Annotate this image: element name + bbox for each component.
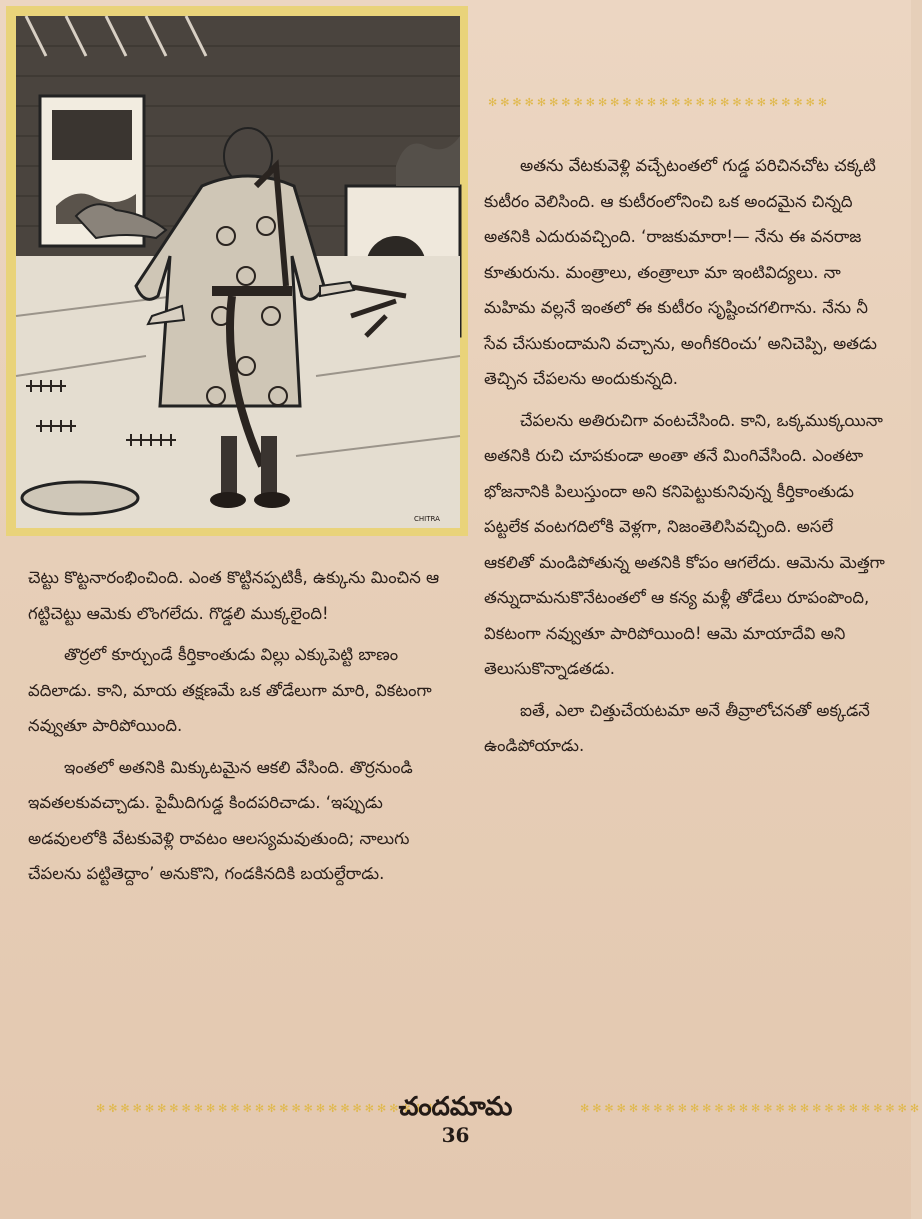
forest-hut-scene-icon (16, 16, 460, 528)
right-text-column (484, 148, 888, 770)
footer-ornament-right: ✻✻✻✻✻✻✻✻✻✻✻✻✻✻✻✻✻✻✻✻✻✻✻✻✻✻✻✻ (580, 1102, 922, 1115)
left-paragraph-3: ఇంతలో అతనికి మిక్కుటమైన ఆకలి వేసింది. తొర్రనుండి ఇవతలకువచ్చాడు. పైమీదిగుడ్డ కిందపరిచాడు. ‘ఇప్పుడు అడవులలోకి వేటకువెళ్లి రావటం ఆలస్యమవుతుంది; నాలుగు చేపలను పట్టితెద్దాం’ అనుకొని, గండకినదికి బయల్దేరాడు. (28, 757, 413, 883)
illustration-signature: CHITRA (414, 515, 440, 523)
footer-ornament-left: ✻✻✻✻✻✻✻✻✻✻✻✻✻✻✻✻✻✻✻✻✻✻✻✻✻✻✻✻ (96, 1102, 439, 1115)
left-text-column (28, 560, 443, 898)
left-paragraph-2: తొర్రలో కూర్చుండే కీర్తికాంతుడు విల్లు ఎక్కుపెట్టి బాణం వదిలాడు. కాని, మాయ తక్షణమే ఒక తోడేలుగా మారి, వికటంగా నవ్వుతూ పారిపోయింది. (28, 645, 432, 735)
right-paragraph-2: చేపలను అతిరుచిగా వంటచేసింది. కాని, ఒక్కముక్కయినా అతనికి రుచి చూపకుండా అంతా తనే మింగివేసింది. ఎంతటా భోజనానికి పిలుస్తుందా అని కనిపెట్టుకునివున్న కీర్తికాంతుడు పట్టలేక వంటగదిలోకి వెళ్లగా, నిజంతెలిసివచ్చింది. అసలే ఆకలితో మండిపోతున్న అతనికి కోపం ఆగలేదు. ఆమెను మెత్తగా తన్నుదామనుకొనేటంతలో ఆ కన్య మళ్లీ తోడేలు రూపంపొంది, వికటంగా నవ్వుతూ పారిపోయింది! ఆమె మాయాదేవి అని తెలుసుకొన్నాడతడు. (484, 410, 885, 678)
magazine-title: చందమామ (398, 1092, 513, 1122)
page-number: 36 (441, 1123, 470, 1147)
left-paragraph-1: చెట్టు కొట్టనారంభించింది. ఎంత కొట్టినప్పటికీ, ఉక్కును మించిన ఆ గట్టిచెట్టు ఆమెకు లొంగలేదు. గొడ్డలి ముక్కలైంది! (28, 568, 440, 623)
right-paragraph-3: ఐతే, ఎలా చిత్తుచేయటమా అనే తీవ్రాలోచనతో అక్కడనే ఉండిపోయాడు. (484, 700, 870, 755)
right-paragraph-1: అతను వేటకువెళ్లి వచ్చేటంతలో గుడ్డ పరిచినచోట చక్కటి కుటీరం వెలిసింది. ఆ కుటీరంలోనించి ఒక అందమైన చిన్నది అతనికి ఎదురువచ్చింది. ‘రాజకుమారా!— నేను ఈ వనరాజ కూతురును. మంత్రాలు, తంత్రాలూ మా ఇంటివిద్యలు. నా మహిమ వల్లనే ఇంతలో ఈ కుటీరం సృష్టించగలిగాను. నేను నీ సేవ చేసుకుందామని వచ్చాను, అంగీకరించు’ అనిచెప్పి, అతడు తెచ్చిన చేపలను అందుకున్నది. (484, 156, 877, 388)
top-ornament-border: ✻✻✻✻✻✻✻✻✻✻✻✻✻✻✻✻✻✻✻✻✻✻✻✻✻✻✻✻ (488, 96, 831, 109)
story-illustration (6, 6, 468, 536)
